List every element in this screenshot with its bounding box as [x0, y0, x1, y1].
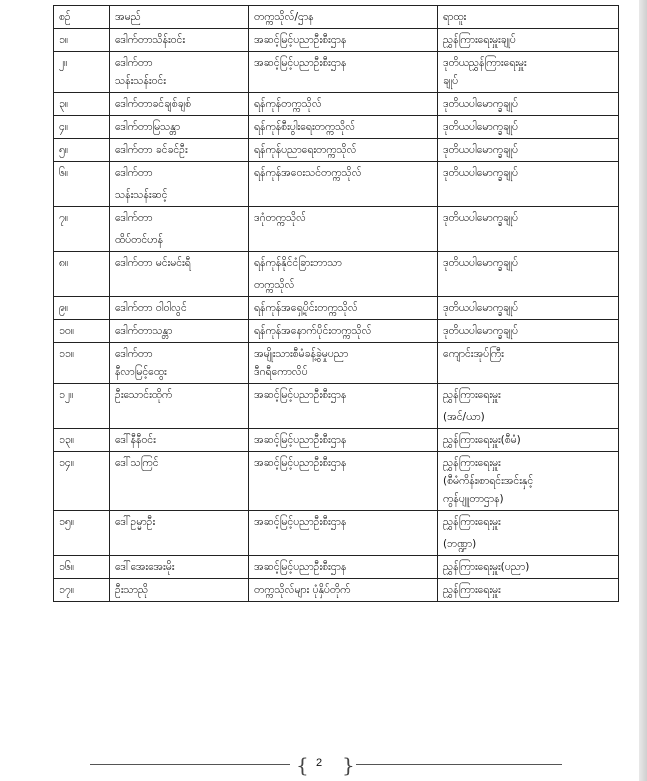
position-line: ညွှန်ကြားရေးမှူး	[443, 516, 501, 528]
header-serial: စဉ်	[54, 6, 110, 29]
position-line: ညွှန်ကြားရေးမှူး(စီမံ)	[443, 434, 521, 446]
name-line: ဒေါက်တာ ဝါဝါလွင်	[115, 302, 187, 314]
position-cell	[438, 139, 619, 162]
position-cell	[438, 511, 619, 556]
position-cell	[438, 320, 619, 343]
name-line: ဒေါ်ဥမ္မာဦး	[115, 516, 156, 528]
table-row	[54, 556, 619, 579]
position-line: ချုပ်	[443, 75, 459, 87]
table-body	[54, 29, 619, 602]
department-cell	[249, 207, 438, 252]
table-row	[54, 162, 619, 207]
page-number-bracket-open: {	[296, 753, 309, 777]
table-row	[54, 207, 619, 252]
position-cell	[438, 384, 619, 429]
footer-rule-left	[90, 764, 290, 765]
position-line: ဒုတိယပါမောက္ခချုပ်	[443, 325, 519, 337]
position-line: ဒုတိယပါမောက္ခချုပ်	[443, 167, 519, 179]
name-cell	[110, 207, 249, 252]
table-row	[54, 93, 619, 116]
position-line: ဒုတိယပါမောက္ခချုပ်	[443, 98, 519, 110]
header-name: အမည်	[110, 6, 249, 29]
position-cell	[438, 252, 619, 297]
name-cell	[110, 511, 249, 556]
department-line: ရန်ကုန်တက္ကသိုလ်	[254, 98, 322, 110]
name-cell	[110, 429, 249, 452]
table-header-row	[54, 6, 619, 29]
name-cell	[110, 29, 249, 52]
name-cell	[110, 162, 249, 207]
name-cell	[110, 93, 249, 116]
name-cell	[110, 139, 249, 162]
table-row	[54, 452, 619, 511]
header-department: တက္ကသိုလ်/ဌာန	[249, 6, 438, 29]
page-footer	[0, 749, 647, 779]
name-cell	[110, 116, 249, 139]
department-cell	[249, 29, 438, 52]
department-cell	[249, 93, 438, 116]
position-cell	[438, 93, 619, 116]
position-cell	[438, 297, 619, 320]
serial-cell: ၁၃။	[54, 429, 110, 452]
department-line: ရန်ကုန်ပညာရေးတက္ကသိုလ်	[254, 144, 357, 156]
department-cell	[249, 511, 438, 556]
serial-cell: ၃။	[54, 93, 110, 116]
name-line: ဒေါက်တာမြသန္တာ	[115, 121, 181, 133]
position-line: ဒုတိယပါမောက္ခချုပ်	[443, 121, 519, 133]
table-row	[54, 252, 619, 297]
name-line: ထိပ်တင်ဟန်	[115, 234, 163, 246]
department-line: ရန်ကုန်အနောက်ပိုင်းတက္ကသိုလ်	[254, 325, 372, 337]
department-line: တက္ကသိုလ်များ ပုံနှိပ်တိုက်	[254, 584, 351, 596]
name-line: ဒေါ်သကြင်	[115, 457, 159, 469]
serial-cell: ၈။	[54, 252, 110, 297]
department-line: ရန်ကုန်အဝေးသင်တက္ကသိုလ်	[254, 167, 362, 179]
department-cell	[249, 252, 438, 297]
department-line: ဒီဂရီကောလိပ်	[254, 366, 308, 378]
position-cell	[438, 29, 619, 52]
name-line: ဦးသာညို	[115, 584, 149, 596]
table-row	[54, 579, 619, 602]
name-line: ဒေါက်တာ	[115, 212, 153, 224]
position-line: ဒုတိယပါမောက္ခချုပ်	[443, 144, 519, 156]
department-line: အဆင့်မြင့်ပညာဦးစီးဌာန	[254, 389, 347, 401]
table-row	[54, 297, 619, 320]
position-cell	[438, 579, 619, 602]
department-cell	[249, 139, 438, 162]
position-line: ကွန်ပျူတာဌာန)	[443, 493, 504, 505]
position-cell	[438, 429, 619, 452]
footer-rule-right	[356, 764, 562, 765]
department-line: အဆင့်မြင့်ပညာဦးစီးဌာန	[254, 34, 347, 46]
position-cell	[438, 162, 619, 207]
table-row	[54, 139, 619, 162]
name-cell	[110, 52, 249, 93]
department-line: ဒဂုံတက္ကသိုလ်	[254, 212, 306, 224]
name-line: ဒေါက်တာ မင်းမင်းရီ	[115, 257, 191, 269]
name-line: ဒေါက်တာ	[115, 167, 153, 179]
department-cell	[249, 343, 438, 384]
name-line: ဒေါက်တာ ခင်ခင်ဦး	[115, 144, 188, 156]
name-line: ဒေါက်တာသိန်းဝင်း	[115, 34, 186, 46]
position-line: ညွှန်ကြားရေးမှူး	[443, 584, 501, 596]
position-line: (အင်/ယာ)	[443, 411, 485, 423]
department-cell	[249, 429, 438, 452]
name-line: ဒေါက်တာ	[115, 348, 153, 360]
table-row	[54, 29, 619, 52]
department-line: တက္ကသိုလ်	[254, 279, 295, 291]
serial-cell: ၂။	[54, 52, 110, 93]
name-line: ဒေါ်အေးအေးမိုး	[115, 561, 175, 573]
table-row	[54, 343, 619, 384]
department-cell	[249, 384, 438, 429]
serial-cell: ၄။	[54, 116, 110, 139]
position-cell	[438, 343, 619, 384]
position-line: ဒုတိယပါမောက္ခချုပ်	[443, 257, 519, 269]
department-cell	[249, 297, 438, 320]
position-line: ဒုတိယညွှန်ကြားရေးမှူး	[443, 57, 527, 69]
position-line: ညွှန်ကြားရေးမှူးချုပ်	[443, 34, 516, 46]
serial-cell: ၁၁။	[54, 343, 110, 384]
position-line: ညွှန်ကြားရေးမှူး(ပညာ)	[443, 561, 530, 573]
department-cell	[249, 162, 438, 207]
name-cell	[110, 320, 249, 343]
department-cell	[249, 556, 438, 579]
serial-cell: ၆။	[54, 162, 110, 207]
department-line: ရန်ကုန်နိုင်ငံခြားဘာသာ	[254, 257, 342, 269]
position-line: (ဘဏ္ဍာ)	[443, 538, 477, 550]
serial-cell: ၁၅။	[54, 511, 110, 556]
header-position: ရာထူး	[438, 6, 619, 29]
serial-cell: ၁။	[54, 29, 110, 52]
department-line: ရန်ကုန်စီးပွါးရေးတက္ကသိုလ်	[254, 121, 356, 133]
position-cell	[438, 52, 619, 93]
staff-table	[53, 5, 619, 602]
serial-cell: ၁၂။	[54, 384, 110, 429]
department-cell	[249, 52, 438, 93]
position-cell	[438, 452, 619, 511]
table-row	[54, 429, 619, 452]
name-cell	[110, 556, 249, 579]
position-line: (စီမံကိန်း၊စာရင်းအင်းနှင့်	[443, 475, 534, 487]
name-cell	[110, 579, 249, 602]
table-row	[54, 384, 619, 429]
name-line: သန်းသန်းဝင်း	[115, 75, 166, 87]
name-cell	[110, 343, 249, 384]
name-line: ဒေါက်တာသန္တာ	[115, 325, 173, 337]
department-line: အမျိုးသားစီမံခန့်ခွဲမှုပညာ	[254, 348, 349, 360]
department-line: အဆင့်မြင့်ပညာဦးစီးဌာန	[254, 57, 347, 69]
name-cell	[110, 384, 249, 429]
department-line: အဆင့်မြင့်ပညာဦးစီးဌာန	[254, 516, 347, 528]
department-cell	[249, 116, 438, 139]
name-line: ဒေါက်တာခင်ချစ်ချစ်	[115, 98, 192, 110]
department-line: ရန်ကုန်အရှေ့ပိုင်းတက္ကသိုလ်	[254, 302, 358, 314]
position-line: ဒုတိယပါမောက္ခချုပ်	[443, 212, 519, 224]
name-cell	[110, 452, 249, 511]
table-row	[54, 52, 619, 93]
position-cell	[438, 116, 619, 139]
department-line: အဆင့်မြင့်ပညာဦးစီးဌာန	[254, 457, 347, 469]
table-row	[54, 511, 619, 556]
position-line: ညွှန်ကြားရေးမှူး	[443, 457, 501, 469]
name-cell	[110, 252, 249, 297]
serial-cell: ၁၇။	[54, 579, 110, 602]
serial-cell: ၁၆။	[54, 556, 110, 579]
serial-cell: ၉။	[54, 297, 110, 320]
position-line: ကျောင်းအုပ်ကြီး	[443, 348, 504, 360]
page-edge	[639, 0, 647, 781]
serial-cell: ၅။	[54, 139, 110, 162]
department-line: အဆင့်မြင့်ပညာဦးစီးဌာန	[254, 434, 347, 446]
position-line: ညွှန်ကြားရေးမှူး	[443, 389, 501, 401]
department-cell	[249, 452, 438, 511]
department-line: အဆင့်မြင့်ပညာဦးစီးဌာန	[254, 561, 347, 573]
name-line: ဒေါက်တာ	[115, 57, 153, 69]
page-number: 2	[316, 757, 323, 769]
serial-cell: ၁၀။	[54, 320, 110, 343]
position-cell	[438, 556, 619, 579]
name-line: ဒေါ်နီနီဝင်း	[115, 434, 156, 446]
name-line: ဦးသောင်းထိုက်	[115, 389, 173, 401]
table-row	[54, 116, 619, 139]
table-row	[54, 320, 619, 343]
serial-cell: ၇။	[54, 207, 110, 252]
position-cell	[438, 207, 619, 252]
serial-cell: ၁၄။	[54, 452, 110, 511]
department-cell	[249, 320, 438, 343]
name-line: နီလာမြင့်ထွေး	[115, 366, 167, 378]
department-cell	[249, 579, 438, 602]
name-line: သန်းသန်းဆင့်	[115, 189, 168, 201]
position-line: ဒုတိယပါမောက္ခချုပ်	[443, 302, 519, 314]
name-cell	[110, 297, 249, 320]
page-number-bracket-close: }	[342, 753, 355, 777]
